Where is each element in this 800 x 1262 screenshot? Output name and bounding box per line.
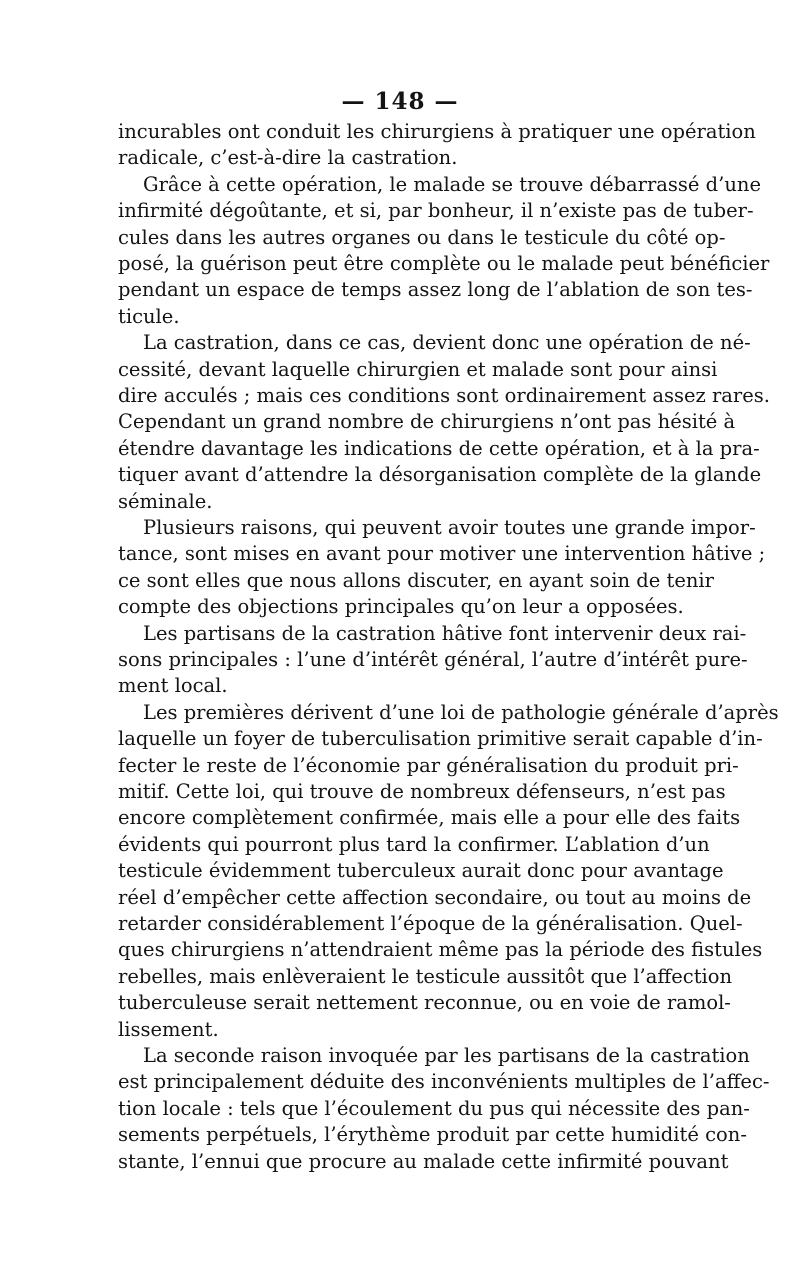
text-line: dire acculés ; mais ces conditions sont ordinairement assez rares. [118,384,770,407]
text-line: étendre davantage les indications de cette opération, et à la pra- [118,436,760,460]
text-line: encore complètement confirmée, mais elle a pour elle des faits [118,806,741,830]
text-line: pendant un espace de temps assez long de l’ablation de son tes- [118,278,753,302]
text-line: ticule. [118,304,180,328]
text-line: Les premières dérivent d’une loi de pathologie générale d’après [143,700,779,724]
text-line: fecter le reste de l’économie par généralisation du produit pri- [118,753,739,777]
text-line: incurables ont conduit les chirurgiens à pratiquer une opération [118,120,756,143]
text-line: évidents qui pourront plus tard la confirmer. L’ablation d’un [118,832,710,856]
text-line: tion locale : tels que l’écoulement du pus qui nécessite des pan- [118,1096,750,1120]
text-line: stante, l’ennui que procure au malade cette infirmité pouvant [118,1149,729,1173]
text-line: ment local. [118,674,228,698]
text-line: est principalement déduite des inconvénients multiples de l’affec- [118,1070,770,1094]
text-line: Plusieurs raisons, qui peuvent avoir toutes une grande impor- [143,516,756,539]
text-line: La castration, dans ce cas, devient donc une opération de né- [143,331,751,355]
text-line: retarder considérablement l’époque de la généralisation. Quel- [118,912,743,935]
text-line: La seconde raison invoquée par les partisans de la castration [143,1044,750,1067]
text-line: ce sont elles que nous allons discuter, en ayant soin de tenir [118,568,714,592]
text-line: infirmité dégoûtante, et si, par bonheur, il n’existe pas de tuber- [118,199,754,223]
text-line: compte des objections principales qu’on leur a opposées. [118,595,684,619]
page-number: — 148 — [341,88,459,115]
text-line: Cependant un grand nombre de chirurgiens n’ont pas hésité à [118,410,736,434]
text-line: lissement. [118,1017,219,1041]
text-line: posé, la guérison peut être complète ou le malade peut bénéficier [118,252,770,275]
text-line: réel d’empêcher cette affection secondaire, ou tout au moins de [118,885,752,909]
text-line: laquelle un foyer de tuberculisation primitive serait capable d’in- [118,727,763,751]
text-line: rebelles, mais enlèveraient le testicule aussitôt que l’affection [118,964,733,988]
text-line: Les partisans de la castration hâtive font intervenir deux rai- [143,621,747,645]
text-line: radicale, c’est-à-dire la castration. [118,146,458,170]
text-line: séminale. [118,489,213,513]
text-line: sons principales : l’une d’intérêt général, l’autre d’intérêt pure- [118,648,748,671]
text-line: tuberculeuse serait nettement reconnue, ou en voie de ramol- [118,991,731,1015]
text-line: Grâce à cette opération, le malade se trouve débarrassé d’une [143,172,761,196]
text-line: ques chirurgiens n’attendraient même pas la période des fistules [118,938,763,962]
text-line: mitif. Cette loi, qui trouve de nombreux défenseurs, n’est pas [118,780,726,803]
text-line: cules dans les autres organes ou dans le testicule du côté op- [118,225,726,249]
text-line: tance, sont mises en avant pour motiver une intervention hâtive ; [118,542,766,566]
text-line: testicule évidemment tuberculeux aurait donc pour avantage [118,859,724,883]
text-line: tiquer avant d’attendre la désorganisation complète de la glande [118,463,762,487]
text-line: sements perpétuels, l’érythème produit par cette humidité con- [118,1123,747,1147]
text-line: cessité, devant laquelle chirurgien et malade sont pour ainsi [118,357,718,381]
